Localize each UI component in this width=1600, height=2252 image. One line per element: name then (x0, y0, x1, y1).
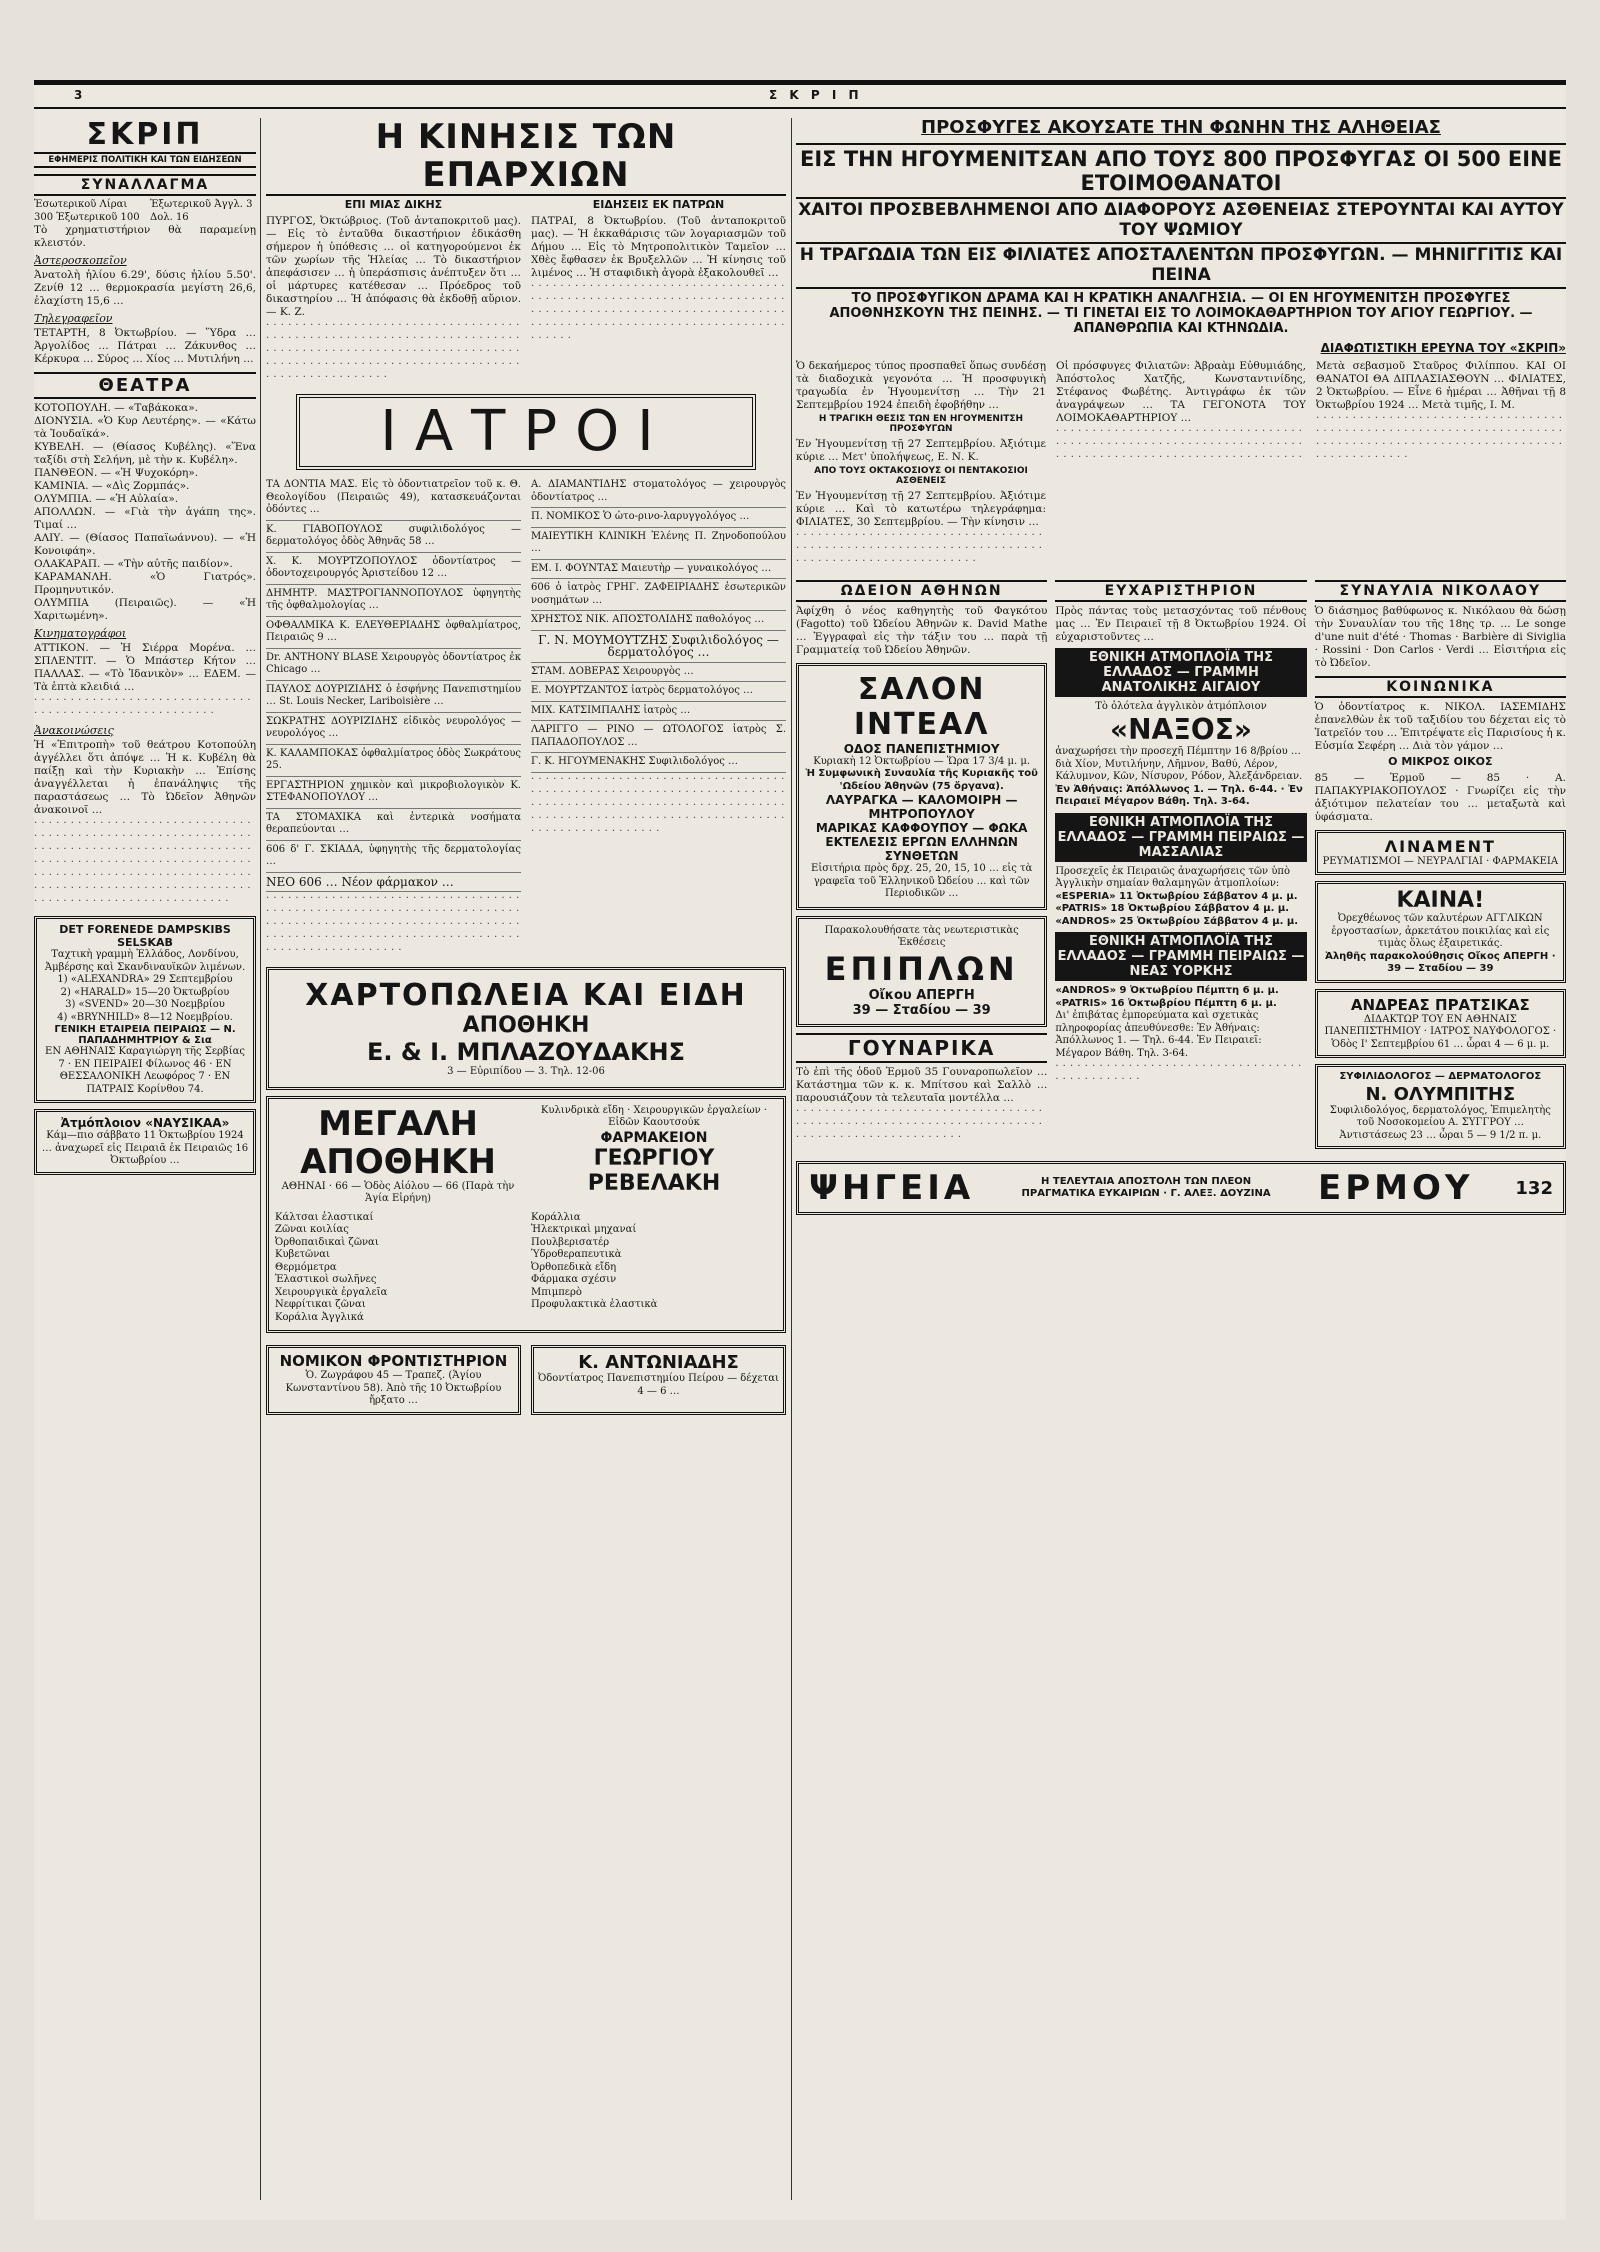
notary-ad-title: ΝΟΜΙΚΟΝ ΦΡΟΝΤΙΣΤΗΡΙΟΝ (279, 1352, 508, 1370)
announcements-text: Ἡ «Ἐπιτροπὴ» τοῦ θεάτρου Κοτοπούλη ἀγγέλλει ὅτι ἀπόψε … Ἡ κ. Κυβέλη θὰ παίξῃ καὶ τὴν Κυριακὴν … Ἐπίσης ἀναγγέλλεται ἡ ἐπανάληψις τῆς παραστάσεως … Τὸ Ὠδεῖον Ἀθηνῶν ἀνακοινοῖ … (34, 739, 256, 816)
doctors-heading: ΙΑΤΡΟΙ (380, 399, 672, 464)
doctor-ad: Χ. Κ. ΜΟΥΡΤΖΟΠΟΥΛΟΣ ὀδοντίατρος — ὀδοντοχειρουργός Ἀριστείδου 12 … (266, 553, 521, 585)
pharmacy-item: Κοράλλια (531, 1211, 581, 1223)
furniture-address: 39 — Σταδίου — 39 (852, 1002, 991, 1018)
trial-kicker: ΕΠΙ ΜΙΑΣ ΔΙΚΗΣ (344, 198, 443, 211)
concert-text: Ὁ διάσημος βαθύφωνος κ. Νικόλαου θὰ δώσῃ τὴν Συναυλίαν του τῆς 18ης τρ. … Le songe d'une nuit d'été · Thomas · Barbière di Siviglia · Rossini · Don Carlos · Verdi … Εἰσιτήρια εἰς τὸ Ὠδεῖον. (1314, 604, 1566, 669)
saloni-address: ΟΔΟΣ ΠΑΝΕΠΙΣΤΗΜΙΟΥ (843, 741, 1000, 756)
refugee-article-a: Ὁ δεκαήμερος τύπος προσπαθεῖ ὅπως συνδέσῃ τὰ διαδοχικὰ γεγονότα … Ἡ προσφυγικὴ τραγωδία ἐν Ἡγουμενίτσῃ … Τὴν 21 Σεπτεμβρίου 1924 ἐπειδὴ ἐφοβήθην … (796, 359, 1046, 411)
pharmacy-item: Φάρμακα σχέσιν (531, 1274, 617, 1285)
patras-story-filler: · · · · · · · · · · · · · · · · · · · · · · · · · · · · · · · · · · · · · · · · · · · · · · · · · · · · · · · · · · · · · · · · · · · · · · · · · · · · · · · · · · · · · · · · · · · · · · · · · · · · · · · · · · · · · · · · · · · · · · · · · · · · · · · · · · · · · · · · · · · · · · · · · · (531, 281, 785, 344)
headline-diseases: ΧΑΙΤΟΙ ΠΡΟΣΒΕΒΛΗΜΕΝΟΙ ΑΠΟ ΔΙΑΦΟΡΟΥΣ ΑΣΘΕΝΕΙΑΣ ΣΤΕΡΟΥΝΤΑΙ ΚΑΙ ΑΥΤΟΥ ΤΟΥ ΨΩΜΙΟΥ (796, 199, 1566, 244)
masthead-subtitle: ΕΦΗΜΕΡΙΣ ΠΟΛΙΤΙΚΗ ΚΑΙ ΤΩΝ ΕΙΔΗΣΕΩΝ (34, 152, 256, 168)
doctor-ad: ΜΑΙΕΥΤΙΚΗ ΚΛΙΝΙΚΗ Ἐλένης Π. Ζηνοδοπούλου … (531, 528, 786, 560)
ship2-line: «ESPERIA» 11 Ὀκτωβρίου Σάββατον 4 μ. μ. (1055, 890, 1298, 902)
concert-heading: ΣΥΝΑΥΛΙΑ ΝΙΚΟΛΑΟΥ (1315, 580, 1566, 602)
pharmacy-item: Κάλτσαι ἐλαστικαί (275, 1211, 374, 1223)
furs-filler: · · · · · · · · · · · · · · · · · · · · · · · · · · · · · · · · · · · · · · · · · · · · · · · · · · · · · · · · · · · · · · · · · · · · · · · · · · · · · · · · · · · · · · · · · · · (796, 1105, 1043, 1143)
doctor-ad: ΔΗΜΗΤΡ. ΜΑΣΤΡΟΓΙΑΝΝΟΠΟΥΛΟΣ ὑφηγητὴς τῆς ὀφθαλμολογίας … (266, 585, 521, 617)
doctor-ad: ΜΙΧ. ΚΑΤΣΙΜΠΑΛΗΣ ἰατρὸς … (531, 702, 786, 722)
doctor-ad: NEO 606 … Νέον φάρμακον … (266, 873, 521, 893)
cinema-text: ΑΤΤΙΚΟΝ. — Ἡ Σιέρρα Μορένα. … ΣΠΛΕΝΤΙΤ. — Ὁ Μπάστερ Κήτον … ΠΑΛΛΑΣ. — «Τὸ Ἰδανικὸν» … ΕΔΕΜ. — Τὰ ἑπτὰ κλειδιά … (34, 642, 256, 693)
cinema-heading: Κινηματογράφοι (34, 627, 127, 640)
ship3-line: «ANDROS» 9 Ὀκτωβρίου Πέμπτη 6 μ. μ. (1055, 985, 1279, 997)
shipping-agent: ΓΕΝΙΚΗ ΕΤΑΙΡΕΙΑ ΠΕΙΡΑΙΩΣ — Ν. ΠΑΠΑΔΗΜΗΤΡΙΟΥ & Σια (54, 1024, 236, 1046)
saloni-ideal-ad (796, 663, 1047, 910)
pharmacy-item: Πουλβερισατέρ (531, 1236, 610, 1248)
doctor-ad: ΕΡΓΑΣΤΗΡΙΟΝ χημικὸν καὶ μικροβιολογικὸν Κ. ΣΤΕΦΑΝΟΠΟΥΛΟΥ … (266, 777, 521, 809)
society-text: Ὁ ὀδοντίατρος κ. ΝΙΚΟΛ. ΙΑΣΕΜΙΔΗΣ ἐπανελθὼν ἐκ τοῦ ταξιδίου του δέχεται εἰς τὸ Ἰατρεῖόν του … Ἐπιτρέψατε εἰς Παρισίους ἡ κ. Εὐσμία Σεφέρη … Διὰ τὸν γάμον … (1314, 700, 1566, 752)
lower-right-grid (796, 574, 1566, 1156)
ship1-text: ἀναχωρήσει τὴν προσεχῆ Πέμπτην 16 8/βρίου … διὰ Χίον, Μυτιλήνην, Λῆμνον, Βαθύ, Λέρον, Κάλυμνον, Κῶν, Νίσυρον, Ρόδον, Ἀλεξάνδρειαν. (1055, 746, 1303, 783)
stationery-ad (266, 967, 786, 1090)
pharmacy-item: Κυβετῶναι (275, 1249, 330, 1260)
pharmacy-item: Ὀρθοπεδικὰ εἴδη (531, 1261, 617, 1273)
doctor-ad: Dr. ANTHONY BLASE Χειρουργὸς ὀδοντίατρος ἐκ Chicago … (266, 649, 521, 681)
saloni-symphony: Ἡ Συμφωνικὴ Συναυλία τῆς Κυριακῆς τοῦ 'Ωδείου Ἀθηνῶν (75 ὄργανα). (805, 768, 1038, 792)
doctors-left-filler: · · · · · · · · · · · · · · · · · · · · · · · · · · · · · · · · · · · · · · · · · · · · · · · · · · · · · · · · · · · · · · · · · · · · · · · · · · · · · · · · · · · · · · · · · · · · · · · · · · · · · · · · · · · · · · · · · · · · · · · · · · · · · · · · · · · · · · · · · · · · · · · · · · · · · · · · · · · · · · · (266, 893, 520, 956)
ship-filler: · · · · · · · · · · · · · · · · · · · · · · · · · · · · · · · · · · · · · · · · · · · · · · (1055, 1061, 1302, 1086)
shipping-company: DET FORENEDE DAMPSKIBS SELSKAB (59, 923, 231, 949)
refugee-subhead: Η ΤΡΑΓΙΚΗ ΘΕΣΙΣ ΤΩΝ ΕΝ ΗΓΟΥΜΕΝΙΤΣΗ ΠΡΟΣΦΥΓΩΝ (818, 413, 1024, 434)
pharmacy-item: Θερμόμετρα (275, 1261, 337, 1273)
theatres-heading: ΘΕΑΤΡΑ (34, 372, 256, 399)
page-number: 3 (74, 88, 87, 102)
refugee-subhead-2: ΑΠΟ ΤΟΥΣ ΟΚΤΑΚΟΣΙΟΥΣ ΟΙ ΠΕΝΤΑΚΟΣΙΟΙ ΑΣΘΕΝΕΙΣ (814, 465, 1028, 486)
refugee-article-b-filler: · · · · · · · · · · · · · · · · · · · · · · · · · · · · · · · · · · · · · · · · · · · · · · · · · · · · · · · · · · · · · · · · · · · · · · · · · · · · · · · · · · · · · · · · · · · · · · · · · · · · · · (1056, 425, 1303, 463)
announcements-heading: Ἀνακοινώσεις (34, 724, 114, 737)
cinema-text-filler: · · · · · · · · · · · · · · · · · · · · · · · · · · · · · · · · · · · · · · · · · · · · · · · · · · · · · · · (34, 695, 252, 719)
society-heading: ΚΟΙΝΩΝΙΚΑ (1315, 676, 1566, 698)
inquiry-kicker: ΔΙΑΦΩΤΙΣΤΙΚΗ ΕΡΕΥΝΑ ΤΟΥ «ΣΚΡΙΠ» (1320, 340, 1566, 355)
refugee-letter: Ἐν Ἡγουμενίτσῃ τῇ 27 Σεπτεμβρίου. Ἀξιότιμε κύριε … Μετ' ὑπολήψεως, Ε. Ν. Κ. (796, 437, 1046, 463)
doctor-ad: ΧΡΗΣΤΟΣ ΝΙΚ. ΑΠΟΣΤΟΛΙΔΗΣ παθολόγος … (531, 611, 786, 631)
astro-heading: Ἀστεροσκοπεῖον (34, 254, 127, 267)
kaina-ad (1315, 881, 1566, 983)
pharmacy-item: Ἠλεκτρικαὶ μηχαναί (531, 1224, 637, 1235)
exchange-table (34, 199, 256, 224)
psygeia-banner (796, 1161, 1566, 1215)
doctor-ad: Ε. ΜΟΥΡΤΖΑΝΤΟΣ ἰατρὸς δερματολόγος … (531, 682, 786, 702)
ship1-intro: Τὸ ὀλότελα ἀγγλικὸν ἀτμόπλοιον (1095, 700, 1267, 712)
saloni-date: Κυριακὴ 12 Ὀκτωβρίου — Ὥρα 17 3/4 μ. μ. (813, 755, 1031, 767)
saloni-works: ΕΚΤΕΛΕΣΙΣ ΕΡΓΩΝ ΕΛΛΗΝΩΝ ΣΥΝΘΕΤΩΝ (825, 835, 1018, 864)
doctor-ad: ΤΑ ΔΟΝΤΙΑ ΜΑΣ. Εἰς τὸ ὀδοντιατρεῖον τοῦ κ. Θ. Θεολογίδου (Πειραιῶς 49), κατασκευάζονται ὀδόντες … (266, 476, 521, 521)
olymbitis-text: Συφιλιδολόγος, δερματολόγος, Ἐπιμελητὴς τοῦ Νοσοκομείου Α. ΣΥΓΓΡΟΥ … Ἀντιστάσεως 23 … ὧραι 5 — 9 1/2 π. μ. (1329, 1104, 1551, 1141)
saloni-title: ΣΑΛΟΝ ΙΝΤΕΑΛ (853, 671, 990, 742)
ship3-heading: ΕΘΝΙΚΗ ΑΤΜΟΠΛΟΪΑ ΤΗΣ ΕΛΛΑΔΟΣ — ΓΡΑΜΜΗ ΠΕΙΡΑΙΩΣ — ΝΕΑΣ ΥΟΡΚΗΣ (1055, 932, 1306, 981)
doctor-ad: ΕΜ. Ι. ΦΟΥΝΤΑΣ Μαιευτὴρ — γυναικολόγος … (531, 560, 786, 580)
notary-ad-text: Ὁ. Ζωγράφου 45 — Τραπεζ. (Ἁγίου Κωνσταντίνου 58). Ἀπὸ τῆς 10 Ὀκτωβρίου ἤρξατο … (285, 1370, 502, 1406)
ship2-line: «PATRIS» 18 Ὀκτωβρίου Σάββατον 4 μ. μ. (1055, 903, 1290, 915)
steamer-ad (34, 1109, 256, 1175)
pharmacy-item: Προφυλακτικὰ ἐλαστικὰ (531, 1299, 658, 1310)
headline-igoumenitsa: ΕΙΣ ΤΗΝ ΗΓΟΥΜΕΝΙΤΣΑΝ ΑΠΟ ΤΟΥΣ 800 ΠΡΟΣΦΥΓΑΣ ΟΙ 500 ΕΙΝΕ ΕΤΟΙΜΟΘΑΝΑΤΟΙ (796, 143, 1566, 199)
pharmacy-item: Κοράλια Ἀγγλικά (275, 1311, 364, 1323)
stationery-owner: Ε. & Ι. ΜΠΛΑΖΟΥΔΑΚΗΣ (366, 1038, 686, 1066)
provinces-news (266, 196, 786, 384)
kaina-text: Ὀρεχθέωνος τῶν καλυτέρων ΑΓΓΛΙΚΩΝ ἐργοστασίων, ἀρκετάτου ποικιλίας καὶ εἰς τιμὰς ὅλως ἐξαιρετικάς. (1331, 913, 1550, 950)
pharmacy-items-left (275, 1212, 521, 1325)
doctor-ad: ΟΦΘΑΛΜΙΚΑ Κ. ΕΛΕΥΘΕΡΙΑΔΗΣ ὀφθαλμίατρος, Πειραιῶς 9 … (266, 617, 521, 649)
column-right (796, 118, 1566, 2200)
olymbitis-specialty: ΣΥΦΙΛΙΔΟΛΟΓΟΣ — ΔΕΡΜΑΤΟΛΟΓΟΣ (1339, 1071, 1542, 1083)
headline-tragedy: Η ΤΡΑΓΩΔΙΑ ΤΩΝ ΕΙΣ ΦΙΛΙΑΤΕΣ ΑΠΟΣΤΑΛΕΝΤΩΝ ΠΡΟΣΦΥΓΩΝ. — ΜΗΝΙΓΓΙΤΙΣ ΚΑΙ ΠΕΙΝΑ (796, 244, 1566, 289)
ship2-text: Προσεχεῖς ἐκ Πειραιῶς ἀναχωρήσεις τῶν ὑπὸ Ἀγγλικὴν σημαίαν θαλαμηγῶν ἀτμοπλοίων: (1055, 865, 1290, 890)
shipping-route: Ταχτικὴ γραμμὴ Ἑλλάδος, Λονδίνου, Ἀμβέρσης καὶ Σκανδιναυϊκῶν λιμένων. (44, 949, 246, 973)
furs-text: Τὸ ἐπὶ τῆς ὁδοῦ Ἑρμοῦ 35 Γουναροπωλεῖον … Κατάστημα τῶν κ. κ. Μπίτσου καὶ Σαλλὸ … παρουσιάζουν τὰ τελευταῖα μοντέλλα … (796, 1065, 1048, 1104)
olymbitis-ad (1315, 1064, 1566, 1149)
theatre-item: ΚΥΒΕΛΗ. — (Θίασος Κυβέλης). «Ἕνα ταξίδι στὴ Σελήνη, μὲ τὴν κ. Κυβέλη». (34, 441, 256, 466)
psygeia-street: ΕΡΜΟΥ (1317, 1168, 1474, 1209)
trial-story-filler: · · · · · · · · · · · · · · · · · · · · · · · · · · · · · · · · · · · · · · · · · · · · · · · · · · · · · · · · · · · · · · · · · · · · · · · · · · · · · · · · · · · · · · · · · · · · · · · · · · · · · · · · · · · · · · · · · · · · · · · · · · · · · · · · · · · · · · · · · · · · · · · · · · · · · · · · · · · · · (266, 320, 520, 383)
telegraph-heading: Τηλεγραφεῖον (34, 312, 113, 325)
exchange-heading: ΣΥΝΑΛΛΑΓΜΑ (34, 174, 256, 196)
theatre-item: ΑΛΙΥ. — (Θίασος Παπαϊωάννου). — «Ἡ Κονοιφάη». (34, 532, 256, 557)
doctor-ad: ΣΩΚΡΑΤΗΣ ΔΟΥΡΙΖΙΔΗΣ εἰδικὸς νευρολόγος — νευρολόγος … (266, 713, 521, 745)
bottom-ads-middle (266, 1339, 786, 1421)
ship1-vessel: «ΝΑΞΟΣ» (1110, 713, 1252, 747)
column-rule-2 (791, 118, 792, 2200)
patras-story: ΠΑΤΡΑΙ, 8 Ὀκτωβρίου. (Τοῦ ἀνταποκριτοῦ μας). — Ἡ ἐκκαθάρισις τῶν λογαριασμῶν τοῦ Δήμου … Εἰς τὸ Μητροπολιτικὸν Ταμεῖον … Χθὲς ἔφθασεν ἐκ Βρυξελλῶν … Ἡ κίνησις τοῦ λιμένος … Ἡ σταφιδικὴ ἀγορὰ ἐξακολουθεῖ … (531, 215, 786, 279)
theatre-item: ΑΠΟΛΛΩΝ. — «Γιὰ τὴν ἀγάπη της». Τιμαί … (34, 506, 256, 531)
pharmacy-item: Νεφρίτικαι ζῶναι (275, 1299, 366, 1310)
telegraph-text: ΤΕΤΑΡΤΗ, 8 Ὀκτωβρίου. — Ὕδρα … Ἀργολίδος … Πάτραι … Ζάκυνθος … Κέρκυρα … Σύρος … Χίος … Μυτιλήνη … (34, 327, 256, 365)
psygeia-number: 132 (1515, 1177, 1553, 1199)
paper-title-running: Σ Κ Ρ Ι Π (769, 88, 863, 102)
doctors-left (266, 476, 521, 957)
theatre-item: ΟΛΥΜΠΙΑ. — «Ἡ Αὐλαία». (34, 493, 179, 505)
column-middle (266, 118, 786, 2200)
stationery-heading: ΧΑΡΤΟΠΩΛΕΙΑ ΚΑΙ ΕΙΔΗ (305, 978, 747, 1013)
shipping-line: 1) «ALEXANDRA» 29 Σεπτεμβρίου (57, 974, 233, 985)
doctor-ad: ΣΤΑΜ. ΔΟΒΕΡΑΣ Χειρουργὸς … (531, 663, 786, 683)
theatre-item: ΠΑΝΘΕΟΝ. — «Ἡ Ψυχοκόρη». (34, 467, 199, 479)
ship1-agent: Ἐν Ἀθήναις: Ἀπόλλωνος 1. — Τηλ. 6-44. · Ἐν Πειραιεῖ Μέγαρον Βάθη. Τηλ. 3-64. (1055, 783, 1303, 808)
doctor-ad: Κ. ΚΑΛΑΜΠΟΚΑΣ ὀφθαλμίατρος ὁδὸς Σωκράτους 25. (266, 745, 521, 777)
exchange-left: Ἐσωτερικοῦ Λίραι 300 Ἐξωτερικοῦ 100 (34, 199, 140, 223)
doctors-directory (266, 476, 786, 957)
exchange-right: Ἐξωτερικοῦ Ἀγγλ. 3 Δολ. 16 (150, 199, 253, 223)
doctor-ad: 606 δ' Γ. ΣΚΙΑΔΑ, ὑφηγητὴς τῆς δερματολογίας … (266, 841, 521, 873)
doctors-right (531, 476, 786, 957)
trial-story: ΠΥΡΓΟΣ, Ὀκτώβριος. (Τοῦ ἀνταποκριτοῦ μας). — Εἰς τὸ ἐνταῦθα δικαστήριον ἐδικάσθη σήμερον ἡ ὑπόθεσις … οἱ κατηγορούμενοι ἐκ τῶν χωρίων τῆς Ἠλείας … Τὸ δικαστήριον ἀπεφάσισεν … ἡ ὑπεράσπισις ἀνέπτυξεν ὅτι … οἱ μάρτυρες κατέθεσαν … Πρόεδρος τοῦ δικαστηρίου … Ἡ ἀπόφασις θὰ ἐκδοθῇ αὔριον. — Κ. Ζ. (266, 215, 521, 318)
newspaper-page (34, 80, 1566, 2220)
doctor-ad: ΤΑ ΣΤΟΜΑΧΙΚΑ καὶ ἐντερικὰ νοσήματα θεραπεύονται … (266, 809, 521, 841)
pharmacy-store-title: ΜΕΓΑΛΗ ΑΠΟΘΗΚΗ (300, 1103, 496, 1182)
shipping-offices: ΕΝ ΑΘΗΝΑΙΣ Καραγιώργη τῆς Σερβίας 7 · ΕΝ ΠΕΙΡΑΙΕΙ Φίλωνος 46 · ΕΝ ΘΕΣΣΑΛΟΝΙΚΗ Λεωφόρος 7 · ΕΝ ΠΑΤΡΑΙΣ Κορίνθου 74. (45, 1046, 245, 1095)
doctors-right-filler: · · · · · · · · · · · · · · · · · · · · · · · · · · · · · · · · · · · · · · · · · · · · · · · · · · · · · · · · · · · · · · · · · · · · · · · · · · · · · · · · · · · · · · · · · · · · · · · · · · · · · · · · · · · · · · · · · · · · · · · · · · · · · · · · · · · · · · · · · · · · · · · · · · · · · · · · · · · · · · (531, 773, 785, 837)
doctor-ad: Α. ΔΙΑΜΑΝΤΙΔΗΣ στοματολόγος — χειρουργὸς ὀδοντίατρος … (531, 476, 786, 508)
theatre-item: ΟΛΑΚΑΡΑΠ. — «Τὴν αὐτῆς παιδίον». (34, 558, 233, 570)
doctor-ad: ΛΑΡΙΓΓΟ — ΡΙΝΟ — ΩΤΟΛΟΓΟΣ ἰατρὸς Σ. ΠΑΠΑΔΟΠΟΥΛΟΣ … (531, 721, 786, 753)
pharmacy-owner: ΓΕΩΡΓΙΟΥ ΡΕΒΕΛΑΚΗ (587, 1145, 721, 1196)
refugee-article-b: Οἱ πρόσφυγες Φιλιατῶν: Ἀβραὰμ Εὐθυμιάδης, Ἀπόστολος Χατζῆς, Κωνσταντινίδης, Στέφανος Φωβέτης. Ἀντιγράφω ἐκ τῶν ἀναγράψεων … ΤΑ ΓΕΓΟΝΟΤΑ ΤΟΥ ΛΟΙΜΟΚΑΘΑΡΤΗΡΙΟΥ … (1056, 359, 1306, 424)
thanks-text: Πρὸς πάντας τοὺς μετασχόντας τοῦ πένθους μας … Ἐν Πειραιεῖ τῇ 8 Ὀκτωβρίου 1924. Οἱ εὐχαριστοῦντες … (1055, 604, 1307, 643)
ship2-line: «ANDROS» 25 Ὀκτωβρίου Σάββατον 4 μ. μ. (1055, 915, 1299, 927)
shipping-line: 2) «HARALD» 15—20 Ὀκτωβρίου (60, 986, 230, 998)
refugee-article-c-filler: · · · · · · · · · · · · · · · · · · · · · · · · · · · · · · · · · · · · · · · · · · · · · · · · · · · · · · · · · · · · · · · · · · · · · · · · · · · · · · · · · · · · · · · · · · · · · · · · · · · · · · · · · · · · · · · · · · · (1316, 412, 1563, 463)
antoniadis-ad-title: Κ. ΑΝΤΩΝΙΑΔΗΣ (578, 1352, 739, 1373)
furniture-title: ΕΠΙΠΛΩΝ (824, 949, 1019, 988)
pharmacy-type: ΦΑΡΜΑΚΕΙΟΝ (600, 1129, 708, 1146)
masthead: ΣΚΡΙΠ (86, 118, 204, 152)
astro-text: Ἀνατολὴ ἡλίου 6.29', δύσις ἡλίου 5.50'. Ζενίθ 12 … θερμοκρασία μεγίστη 26,6, ἐλαχίστη 15,6 … (34, 269, 256, 307)
pharmacy-store-address: ΑΘΗΝΑΙ · 66 — Ὁδὸς Αἰόλου — 66 (Παρὰ τὴν Ἁγία Εἰρήνη) (281, 1180, 515, 1204)
ship2-heading: ΕΘΝΙΚΗ ΑΤΜΟΠΛΟΪΑ ΤΗΣ ΕΛΛΑΔΟΣ — ΓΡΑΜΜΗ ΠΕΙΡΑΙΩΣ — ΜΑΣΣΑΛΙΑΣ (1055, 813, 1306, 862)
ship3-line: «PATRIS» 16 Ὀκτωβρίου Πέμπτη 6 μ. μ. (1055, 997, 1277, 1009)
doctor-ad: 606 ὁ ἰατρὸς ΓΡΗΓ. ΖΑΦΕΙΡΙΑΔΗΣ ἐσωτερικῶν νοσημάτων … (531, 579, 786, 611)
pharmacy-item: Ὑδροθεραπευτικὰ (531, 1249, 622, 1260)
psygeia-title: ΨΗΓΕΙΑ (809, 1168, 975, 1209)
stationery-store: ΑΠΟΘΗΚΗ (462, 1013, 590, 1038)
liniment-ad (1315, 830, 1566, 876)
provinces-heading: Η ΚΙΝΗΣΙΣ ΤΩΝ ΕΠΑΡΧΙΩΝ (266, 118, 786, 196)
pratsikas-name: ΑΝΔΡΕΑΣ ΠΡΑΤΣΙΚΑΣ (1350, 995, 1530, 1014)
pharmacy-ad (266, 1096, 786, 1334)
steamer-name: Ἀτμόπλοιον «ΝΑΥΣΙΚΑΑ» (60, 1116, 230, 1130)
theatre-item: ΚΑΡΑΜΑΝΛΗ. «Ὁ Γιατρός». Προμηνυτικόν. (34, 571, 256, 596)
pratsikas-ad (1315, 989, 1566, 1059)
doctor-ad: Π. ΝΟΜΙΚΟΣ Ὁ ὠτο-ρινο-λαρυγγολόγος … (531, 508, 786, 528)
page-folio (34, 80, 1566, 109)
furniture-ad (796, 916, 1047, 1027)
pharmacy-intro: Κυλινδρικὰ εἴδη · Χειρουργικῶν ἐργαλείων · Εἰδῶν Καουτσούκ (540, 1104, 768, 1128)
small-house-heading: Ο ΜΙΚΡΟΣ ΟΙΚΟΣ (1388, 754, 1493, 768)
refugee-articles (796, 360, 1566, 568)
theatre-list (34, 402, 256, 623)
patras-kicker: ΕΙΔΗΣΕΙΣ ΕΚ ΠΑΤΡΩΝ (592, 198, 725, 211)
steamer-text: Κάμ—πιο σάββατο 11 Ὀκτωβρίου 1924 … ἀναχωρεῖ εἰς Πειραιᾶ ἐκ Πειραιῶς 16 Ὀκτωβρίου … (41, 1130, 249, 1166)
antoniadis-ad-text: Ὀδοντίατρος Πανεπιστημίου Πείρου — δέχεται 4 — 6 … (538, 1373, 779, 1397)
theatre-item: ΚΟΤΟΠΟΥΛΗ. — «Ταβάκοκα». (34, 402, 198, 414)
column-left (34, 118, 256, 2200)
furs-heading: ΓΟΥΝΑΡΙΚΑ (796, 1033, 1047, 1063)
pharmacy-item: Ἐλαστικοὶ σωλῆνες (275, 1274, 377, 1285)
liniment-text: ΡΕΥΜΑΤΙΣΜΟΙ — ΝΕΥΡΑΛΓΙΑΙ · ΦΑΡΜΑΚΕΙΑ (1322, 855, 1559, 867)
saloni-conductors: ΛΑΥΡΑΓΚΑ — ΚΑΛΟΜΟΙΡΗ — ΜΗΤΡΟΠΟΥΛΟΥ (825, 793, 1018, 822)
shipping-line: 4) «BRYNHILD» 8—12 Νοεμβρίου. (57, 1011, 233, 1023)
subcol-concerts (796, 574, 1047, 1156)
pratsikas-text: ΔΙΔΑΚΤΩΡ ΤΟΥ ΕΝ ΑΘΗΝΑΙΣ ΠΑΝΕΠΙΣΤΗΜΙΟΥ · ΙΑΤΡΟΣ ΝΑΥΦΟΛΟΓΟΣ · Ὁδὸς Ι' Σεπτεμβρίου 61 … ὧραι 4 — 6 μ. μ. (1324, 1013, 1557, 1050)
shipping-ad-danish (34, 916, 256, 1103)
shipping-line: 3) «SVEND» 20—30 Νοεμβρίου (65, 999, 225, 1010)
doctor-ad: Γ. Κ. ΗΓΟΥΜΕΝΑΚΗΣ Συφιλιδολόγος … (531, 753, 786, 773)
subcol-shipping (1055, 574, 1306, 1156)
kaina-shop: Ἀληθῆς παρακολούθησις Οἴκος ΑΠΕΡΓΗ · 39 — Σταδίου — 39 (1325, 950, 1556, 975)
doctor-ad: Γ. Ν. ΜΟΥΜΟΥΤΖΗΣ Συφιλιδολόγος — δερματολόγος … (531, 631, 786, 663)
stationery-address: 3 — Εὐριπίδου — 3. Τηλ. 12-06 (447, 1066, 605, 1077)
announcements-filler: · · · · · · · · · · · · · · · · · · · · · · · · · · · · · · · · · · · · · · · · · · · · · · · · · · · · · · · · · · · · · · · · · · · · · · · · · · · · · · · · · · · · · · · · · · · · · · · · · · · · · · · · · · · · · · · · · · · · · · · · · · · · · · · · · · · · · · · · · · · · · · · · · · · · · · · · · · · · · · · · · · · · · · · · · · · · · · · · · · · · · · · · · · · · · · · · · · · · · · · · · · · · · · · (34, 818, 252, 907)
exchange-note: Τὸ χρηματιστήριον θὰ παραμείνῃ κλειστόν. (34, 224, 256, 249)
refugee-article-filler: · · · · · · · · · · · · · · · · · · · · · · · · · · · · · · · · · · · · · · · · · · · · · · · · · · · · · · · · · · · · · · · · · · · · · · · · · · · · · · · · · · · · · · · · · · · · · (796, 529, 1043, 567)
furniture-owner: Οἴκου ΑΠΕΡΓΗ (868, 987, 975, 1003)
thanks-heading: ΕΥΧΑΡΙΣΤΗΡΙΟΝ (1055, 580, 1306, 602)
refugee-article-a3: Ἐν Ἡγουμενίτσῃ τῇ 27 Σεπτεμβρίου. Ἀξιότιμε κύριε … Καὶ τὸ κατωτέρω τηλεγράφημα: ΦΙΛΙΑΤΕΣ, 30 Σεπτεμβρίου. — Τὴν κίνησιν … (796, 489, 1046, 528)
headline-drama: ΤΟ ΠΡΟΣΦΥΓΙΚΟΝ ΔΡΑΜΑ ΚΑΙ Η ΚΡΑΤΙΚΗ ΑΝΑΛΓΗΣΙΑ. — ΟΙ ΕΝ ΗΓΟΥΜΕΝΙΤΣΗ ΠΡΟΣΦΥΓΕΣ ΑΠΟΘΝΗΣΚΟΥΝ ΤΗΣ ΠΕΙΝΗΣ. — ΤΙ ΓΙΝΕΤΑΙ ΕΙΣ ΤΟ ΛΟΙΜΟΚΑΘΑΡΤΗΡΙΟΝ ΤΟΥ ΑΓΙΟΥ ΓΕΩΡΓΙΟΥ. — ΑΠΑΝΘΡΩΠΙΑ ΚΑΙ ΚΤΗΝΩΔΙΑ. (829, 291, 1533, 337)
pharmacy-item: Ζῶναι κοιλίας (275, 1224, 349, 1235)
ship3-footer: Δι' ἐπιβάτας ἐμπορεύματα καὶ σχετικὰς πληροφορίας ἀπευθύνεσθε: Ἐν Ἀθήναις: Ἀπόλλωνος 1. — Τηλ. 6-44. Ἐν Πειραιεῖ: Μέγαρον Βάθη. Τηλ. 3-64. (1055, 1010, 1262, 1059)
pharmacy-item: Χειρουργικὰ ἐργαλεῖα (275, 1286, 388, 1298)
ship1-heading: ΕΘΝΙΚΗ ΑΤΜΟΠΛΟΪΑ ΤΗΣ ΕΛΛΑΔΟΣ — ΓΡΑΜΜΗ ΑΝΑΤΟΛΙΚΗΣ ΑΙΓΑΙΟΥ (1055, 648, 1306, 697)
liniment-brand: ΛΙΝΑΜΕΝΤ (1384, 836, 1496, 856)
theatre-item: ΟΛΥΜΠΙΑ (Πειραιῶς). — «Ἡ Χαριτωμένη». (34, 597, 256, 622)
doctors-banner (296, 394, 756, 470)
saloni-soloist: ΜΑΡΙΚΑΣ ΚΑΦΦΟΥΠΟΥ — ΦΩΚΑ (815, 821, 1028, 836)
doctor-ad: ΠΑΥΛΟΣ ΔΟΥΡΙΖΙΔΗΣ ὁ ἐσφήνης Πανεπιστημίου … St. Louis Necker, Lariboisière … (266, 681, 521, 713)
column-rule-1 (260, 118, 261, 2200)
psygeia-middle: Η ΤΕΛΕΥΤΑΙΑ ΑΠΟΣΤΟΛΗ ΤΩΝ ΠΛΕΟΝ ΠΡΑΓΜΑΤΙΚΑ ΕΥΚΑΙΡΙΩΝ · Γ. ΑΛΕΞ. ΔΟΥΖΙΝΑ (1021, 1175, 1271, 1200)
theatre-item: ΚΑΜΙΝΙΑ. — «Δὶς Ζορμπάς». (34, 480, 190, 492)
kaina-title: ΚΑΙΝΑ! (1396, 888, 1485, 914)
small-house-text: 85 — Ἑρμοῦ — 85 · Α. ΠΑΠΑΚΥΡΙΑΚΟΠΟΥΛΟΣ · Γνωρίζει εἰς τὴν ἀξιότιμον πελατείαν του … μεταξωτὰ καὶ ὑφάσματα. (1314, 771, 1566, 823)
furniture-intro: Παρακολουθήσατε τὰς νεωτεριστικὰς Ἐκθέσεις (824, 924, 1019, 949)
doctor-ad: Κ. ΓΙΑΒΟΠΟΥΛΟΣ συφιλιδολόγος — δερματολόγος ὁδὸς Ἀθηνᾶς 58 … (266, 521, 521, 553)
odeion-text: Ἀφίχθη ὁ νέος καθηγητὴς τοῦ Φαγκότου (Fagotto) τοῦ Ὠδείου Ἀθηνῶν κ. David Mathe … Ἐγγραφαὶ εἰς τὴν τάξιν του … παρὰ τῇ Γραμματείᾳ τοῦ Ὠδείου Ἀθηνῶν. (796, 604, 1048, 656)
subcol-society (1315, 574, 1566, 1156)
headline-refugees: ΠΡΟΣΦΥΓΕΣ ΑΚΟΥΣΑΤΕ ΤΗΝ ΦΩΝΗΝ ΤΗΣ ΑΛΗΘΕΙΑΣ (921, 118, 1441, 138)
theatre-item: ΔΙΟΝΥΣΙΑ. «Ὁ Κυρ Λευτέρης». — «Κάτω τὰ Ἰουδαϊκά». (34, 415, 256, 440)
saloni-tickets: Εἰσιτήρια πρὸς δρχ. 25, 20, 15, 10 … εἰς τὰ γραφεῖα τοῦ Ἑλληνικοῦ Ὠδείου … καὶ τῶν Περιοδικῶν … (811, 863, 1033, 900)
odeion-heading: ΩΔΕΙΟΝ ΑΘΗΝΩΝ (796, 580, 1047, 602)
pharmacy-item: Μπιμπερὸ (531, 1286, 582, 1298)
pharmacy-item: Ὀρθοπαιδικαὶ ζῶναι (275, 1236, 379, 1248)
pharmacy-items-right (531, 1212, 777, 1325)
olymbitis-name: Ν. ΟΛΥΜΠΙΤΗΣ (1365, 1083, 1516, 1105)
refugee-article-c: Μετὰ σεβασμοῦ Σταῦρος Φιλίππου. ΚΑΙ ΟΙ ΘΑΝΑΤΟΙ ΘΑ ΔΙΠΛΑΣΙΑΣΘΟΥΝ … ΦΙΛΙΑΤΕΣ, 2 Ὀκτωβρίου. — Εἶνε 6 ἡμέραι … Ἀθῆναι τῇ 8 Ὀκτωβρίου 1924 … Μετὰ τιμῆς, Ι. Μ. (1316, 359, 1566, 411)
